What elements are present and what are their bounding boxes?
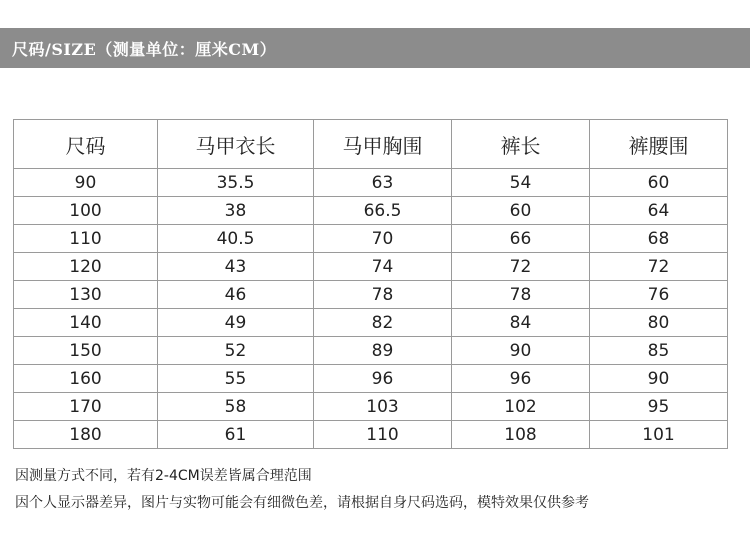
table-row bbox=[14, 393, 728, 421]
table-cell: 120 bbox=[14, 253, 158, 281]
table-cell: 101 bbox=[590, 421, 728, 449]
table-cell: 80 bbox=[590, 309, 728, 337]
table-cell: 74 bbox=[314, 253, 452, 281]
note-color-difference: 因个人显示器差异，图片与实物可能会有细微色差，请根据自身尺码选码，模特效果仅供参考 bbox=[15, 495, 589, 511]
table-cell: 35.5 bbox=[158, 169, 314, 197]
table-row bbox=[14, 281, 728, 309]
table-row bbox=[14, 169, 728, 197]
table-cell: 64 bbox=[590, 197, 728, 225]
table-cell: 72 bbox=[590, 253, 728, 281]
table-cell: 84 bbox=[452, 309, 590, 337]
table-row bbox=[14, 365, 728, 393]
table-cell: 85 bbox=[590, 337, 728, 365]
table-cell: 55 bbox=[158, 365, 314, 393]
column-header-size: 尺码 bbox=[14, 120, 158, 169]
table-cell: 90 bbox=[590, 365, 728, 393]
table-cell: 58 bbox=[158, 393, 314, 421]
table-row bbox=[14, 253, 728, 281]
notes-section bbox=[15, 463, 589, 517]
table-cell: 160 bbox=[14, 365, 158, 393]
table-row bbox=[14, 309, 728, 337]
column-header-vest-chest: 马甲胸围 bbox=[314, 120, 452, 169]
table-cell: 96 bbox=[452, 365, 590, 393]
table-cell: 90 bbox=[452, 337, 590, 365]
table-cell: 103 bbox=[314, 393, 452, 421]
table-cell: 110 bbox=[14, 225, 158, 253]
table-cell: 72 bbox=[452, 253, 590, 281]
table-cell: 54 bbox=[452, 169, 590, 197]
table-cell: 76 bbox=[590, 281, 728, 309]
table-cell: 150 bbox=[14, 337, 158, 365]
table-cell: 180 bbox=[14, 421, 158, 449]
table-cell: 52 bbox=[158, 337, 314, 365]
table-cell: 63 bbox=[314, 169, 452, 197]
table-row bbox=[14, 197, 728, 225]
table-cell: 49 bbox=[158, 309, 314, 337]
column-header-pants-length: 裤长 bbox=[452, 120, 590, 169]
table-cell: 43 bbox=[158, 253, 314, 281]
page-title: 尺码/SIZE（测量单位：厘米CM） bbox=[12, 39, 277, 59]
table-cell: 130 bbox=[14, 281, 158, 309]
table-cell: 96 bbox=[314, 365, 452, 393]
table-cell: 82 bbox=[314, 309, 452, 337]
table-cell: 108 bbox=[452, 421, 590, 449]
table-cell: 90 bbox=[14, 169, 158, 197]
size-chart-table bbox=[13, 119, 728, 449]
table-cell: 40.5 bbox=[158, 225, 314, 253]
table-header-row bbox=[14, 120, 728, 169]
table-row bbox=[14, 421, 728, 449]
table-cell: 66.5 bbox=[314, 197, 452, 225]
table-cell: 38 bbox=[158, 197, 314, 225]
table-cell: 78 bbox=[314, 281, 452, 309]
table-cell: 66 bbox=[452, 225, 590, 253]
note-measurement-tolerance: 因测量方式不同，若有2-4CM误差皆属合理范围 bbox=[15, 468, 312, 484]
table-cell: 61 bbox=[158, 421, 314, 449]
table-cell: 78 bbox=[452, 281, 590, 309]
table-cell: 70 bbox=[314, 225, 452, 253]
table-cell: 95 bbox=[590, 393, 728, 421]
table-cell: 46 bbox=[158, 281, 314, 309]
table-cell: 60 bbox=[590, 169, 728, 197]
table-cell: 170 bbox=[14, 393, 158, 421]
table-cell: 60 bbox=[452, 197, 590, 225]
table-cell: 89 bbox=[314, 337, 452, 365]
header-bar bbox=[0, 28, 750, 68]
column-header-vest-length: 马甲衣长 bbox=[158, 120, 314, 169]
table-cell: 140 bbox=[14, 309, 158, 337]
column-header-pants-waist: 裤腰围 bbox=[590, 120, 728, 169]
table-cell: 102 bbox=[452, 393, 590, 421]
table-cell: 110 bbox=[314, 421, 452, 449]
table-row bbox=[14, 225, 728, 253]
table-cell: 68 bbox=[590, 225, 728, 253]
table-cell: 100 bbox=[14, 197, 158, 225]
table-row bbox=[14, 337, 728, 365]
